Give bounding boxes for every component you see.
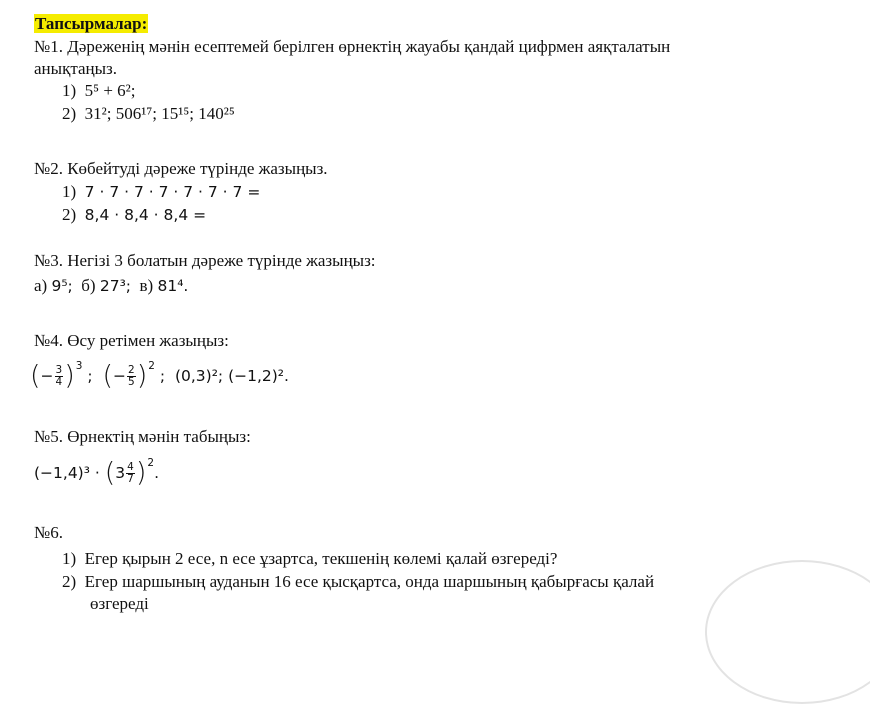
task3-c-expression: 81⁴. (157, 277, 189, 295)
task4-f2-exponent: 2 (148, 360, 155, 372)
task4-f1-exponent: 3 (75, 360, 83, 372)
task3-heading: №3. Негізі 3 болатын дәреже түрінде жазыңыз: (34, 251, 376, 270)
task4-f1-sign: − (40, 367, 54, 385)
task4-rest-expression: (0,3)²; (−1,2)². (174, 367, 289, 385)
task5-heading: №5. Өрнектің мәнін табыңыз: (34, 427, 251, 446)
task5-expression: (−1,4)³ · (3 $\frac{4}{7}$ )$^2$. (34, 457, 160, 489)
task6-item2-number: 2) (62, 572, 77, 591)
task5-base: (−1,4)³ · (34, 464, 100, 482)
task3-c-label: в) (139, 276, 154, 295)
task5-whole-part: 3 (115, 464, 126, 482)
task4-heading: №4. Өсу ретімен жазыңыз: (34, 331, 229, 350)
task6-item1-number: 1) (62, 549, 77, 568)
task2-item1-number: 1) (62, 182, 77, 201)
corner-watermark-shape (705, 560, 870, 704)
task1-text-line1: №1. Дәреженің мәнін есептемей берілген өрнектің жауабы қандай цифрмен аяқталатын (34, 37, 671, 56)
task6-heading: №6. (34, 523, 63, 542)
task3-b-label: б) (81, 276, 96, 295)
task1-item1 (62, 81, 136, 101)
page-title: Тапсырмалар: (35, 14, 148, 33)
task4-f2-sign: − (113, 367, 127, 385)
task4-expression-row: (− $\frac{3}{4}$ )$^3$ ; (− $\frac{2}{5}$ )$^2$ ; (0,3)²; (−1,2)². (30, 360, 289, 392)
task3-items (34, 276, 188, 296)
task1-item1-number: 1) (62, 81, 77, 100)
task6-item2 (62, 572, 654, 592)
task1-item2-number: 2) (62, 104, 77, 123)
task2-item1-expression: 7 · 7 · 7 · 7 · 7 · 7 · 7 = (84, 183, 261, 201)
task2-heading: №2. Көбейтуді дәреже түрінде жазыңыз. (34, 159, 328, 178)
task2-item2-number: 2) (62, 205, 77, 224)
task5-fraction: $\frac{4}{7}$ (127, 461, 134, 485)
task6-item2-text-line2: өзгереді (90, 594, 149, 613)
task4-fraction-1: $\frac{3}{4}$ (55, 364, 63, 388)
task4-fraction-2: $\frac{2}{5}$ (128, 364, 135, 388)
task3-a-label: а) (34, 276, 48, 295)
task1-item2-expression: 31²; 506¹⁷; 15¹⁵; 140²⁵ (84, 104, 235, 123)
title-bar (34, 14, 148, 34)
task2-item1 (62, 182, 260, 202)
task1-item1-expression: 5⁵ + 6²; (84, 81, 136, 100)
task6-item1-text: Егер қырын 2 есе, n есе ұзартса, текшенің көлемі қалай өзгереді? (84, 549, 558, 568)
task5-exponent: 2 (147, 457, 155, 469)
task1-item2 (62, 104, 235, 124)
task1-text-line2: анықтаңыз. (34, 59, 117, 78)
task3-b-expression: 27³; (99, 277, 132, 295)
task2-item2 (62, 205, 206, 225)
task3-a-expression: 9⁵; (51, 277, 73, 295)
task6-item1 (62, 549, 557, 569)
task6-item2-text-line1: Егер шаршының ауданын 16 есе қысқартса, онда шаршының қабырғасы қалай (84, 572, 655, 591)
task2-item2-expression: 8,4 · 8,4 · 8,4 = (84, 206, 207, 224)
